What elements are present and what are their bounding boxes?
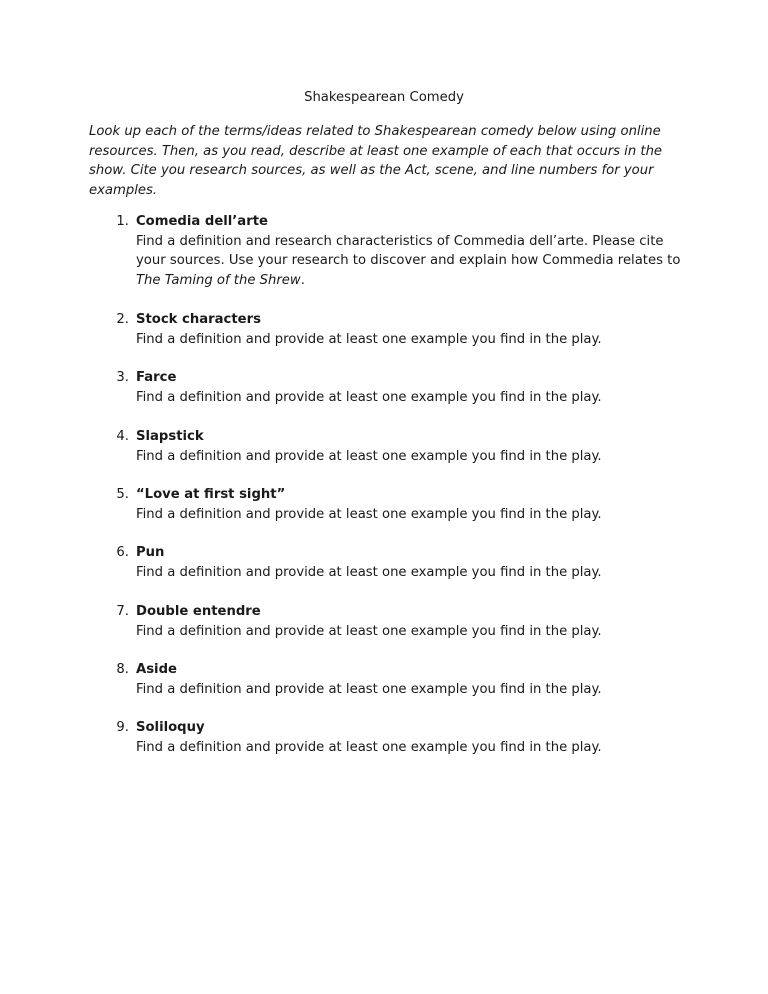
- item-number: 2.: [116, 312, 129, 327]
- item-term: Double entendre: [136, 604, 261, 619]
- instructions-paragraph: Look up each of the terms/ideas related to Shakespearean comedy below using online resources. Then, as you read, describe at least one example of each that occurs in the show. Cite you research sources, as well as the Act, scene, and line numbers for your examples.: [89, 124, 663, 198]
- item-term: Slapstick: [136, 429, 204, 444]
- item-number: 7.: [116, 604, 129, 619]
- item-description: Find a definition and provide at least one example you find in the play.: [136, 331, 602, 347]
- item-number: 1.: [116, 214, 129, 229]
- item-number: 9.: [116, 720, 129, 735]
- item-term: Stock characters: [136, 312, 261, 327]
- item-description: Find a definition and provide at least one example you find in the play.: [136, 681, 602, 697]
- item-description: Find a definition and provide at least one example you find in the play.: [136, 564, 602, 580]
- description-text: Find a definition and research characteristics of Commedia dell’arte. Please cite your sources. Use your research to discover and explain how Commedia relates to: [136, 233, 681, 268]
- item-description: Find a definition and provide at least one example you find in the play.: [136, 623, 602, 639]
- item-term: Pun: [136, 545, 165, 560]
- item-term: “Love at first sight”: [136, 487, 286, 502]
- item-term: Soliloquy: [136, 720, 205, 735]
- item-term: Farce: [136, 370, 177, 385]
- work-title: The Taming of the Shrew: [136, 272, 301, 288]
- description-end: .: [300, 272, 305, 288]
- page-title: Shakespearean Comedy: [304, 90, 464, 105]
- item-number: 5.: [116, 487, 129, 502]
- item-description: Find a definition and provide at least one example you find in the play.: [136, 506, 602, 522]
- item-description: [136, 232, 684, 291]
- item-term: Aside: [136, 662, 177, 677]
- item-term: Comedia dell’arte: [136, 214, 268, 229]
- item-number: 4.: [116, 429, 129, 444]
- item-description: Find a definition and provide at least one example you find in the play.: [136, 389, 602, 405]
- item-number: 3.: [116, 370, 129, 385]
- item-description: Find a definition and provide at least one example you find in the play.: [136, 739, 602, 755]
- item-description: Find a definition and provide at least one example you find in the play.: [136, 448, 602, 464]
- item-number: 6.: [116, 545, 129, 560]
- item-number: 8.: [116, 662, 129, 677]
